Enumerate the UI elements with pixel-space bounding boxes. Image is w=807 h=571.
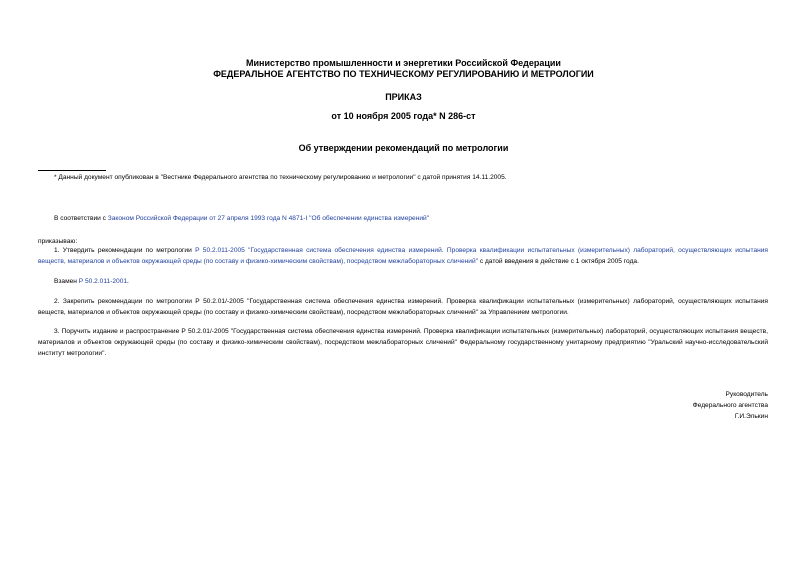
item-1-tail: с датой введения в действие с 1 октября 2005 года.: [477, 258, 639, 265]
recommendation-link[interactable]: Р 50.2.011-2005 "Государственная система обеспечения единства измерений. Проверка квалификации испытательных (измерительных) лабораторий, осуществляющих испытания веществ, материалов и объектов окружающей среды (по составу и физико-химическим свойствам), посредством межлабораторных сличений": [38, 247, 769, 265]
signature-name: Г.И.Элькин: [734, 413, 768, 420]
ministry-title: Министерство промышленности и энергетики Российской Федерации: [246, 58, 561, 68]
footnote-divider: [38, 170, 106, 171]
footnote: * Данный документ опубликован в "Вестнике Федерального агентства по техническому регулированию и метрологии" с датой принятия 14.11.2005.: [54, 174, 507, 181]
replaced-doc-link[interactable]: Р 50.2.011-2001: [78, 278, 128, 285]
signature-role: Руководитель: [725, 391, 768, 398]
order-subject: Об утверждении рекомендаций по метрологии: [298, 143, 509, 153]
replacement-note: [38, 276, 768, 287]
signature-org: Федерального агентства: [692, 402, 768, 409]
item-1: [38, 245, 768, 267]
preamble-text: В соответствии с: [54, 215, 108, 222]
item-3: 3. Поручить издание и распространение Р 50.2.01/-2005 "Государственная система обеспечения единства измерений. Проверка квалификации испытательных (измерительных) лабораторий, осуществляющих испытания веществ, материалов и объектов окружающей среды (по составу и физико-химическим свойствам), посредством межлабораторных сличений" Федеральному государственному унитарному предприятию "Уральский научно-исследовательский институт метрологии".: [38, 328, 768, 357]
doc-type: ПРИКАЗ: [385, 92, 422, 102]
replacement-tail: .: [127, 278, 129, 285]
replacement-text: Взамен: [54, 278, 79, 285]
order-word: приказываю:: [38, 238, 78, 245]
item-2: 2. Закрепить рекомендации по метрологии Р 50.2.01/-2005 "Государственная система обеспечения единства измерений. Проверка квалификации испытательных (измерительных) лабораторий, осуществляющих испытания веществ, материалов и объектов окружающей среды (по составу и физико-химическим свойствам), посредством межлабораторных сличений" за Управлением метрологии.: [38, 298, 768, 316]
law-link[interactable]: Законом Российской Федерации от 27 апреля 1993 года N 4871-I "Об обеспечении единства измерений": [107, 215, 430, 222]
item-1-text: 1. Утвердить рекомендации по метрологии: [54, 247, 196, 254]
agency-title: ФЕДЕРАЛЬНОЕ АГЕНТСТВО ПО ТЕХНИЧЕСКОМУ РЕГУЛИРОВАНИЮ И МЕТРОЛОГИИ: [213, 69, 594, 79]
order-date-number: от 10 ноября 2005 года* N 286-ст: [331, 111, 476, 121]
preamble: [38, 213, 768, 224]
